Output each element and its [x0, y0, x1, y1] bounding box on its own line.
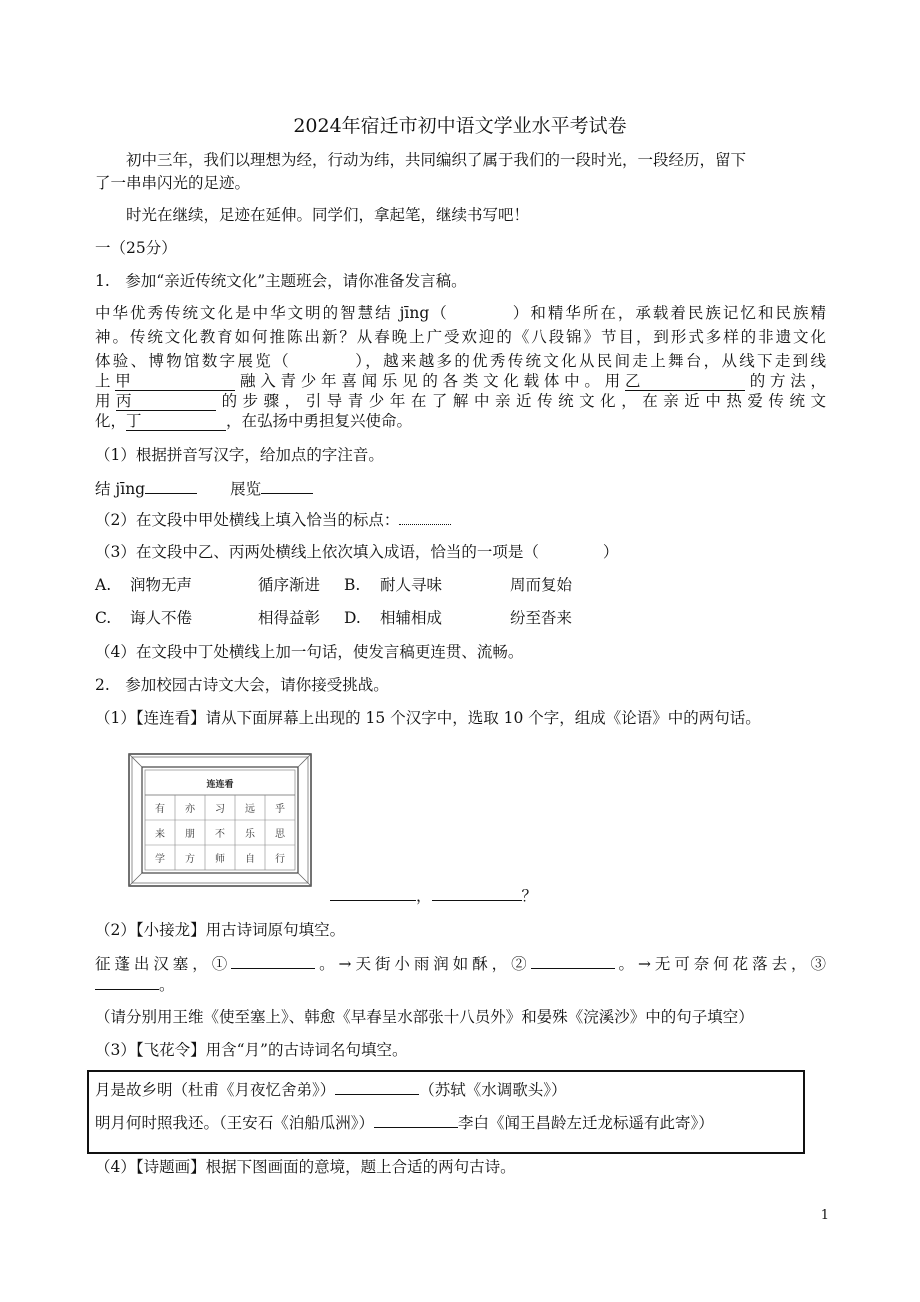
- grid-char[interactable]: 乐: [245, 829, 255, 840]
- page-title: 2024年宿迁市初中语文学业水平考试卷: [293, 115, 627, 137]
- sub-question: （2）【小接龙】用古诗词原句填空。: [95, 921, 346, 939]
- sub-question: （1）根据拼音写汉字，给加点的字注音。: [95, 446, 384, 464]
- answer-blank[interactable]: [261, 479, 313, 494]
- grid-char[interactable]: 亦: [185, 804, 195, 815]
- answer-blank[interactable]: [95, 975, 159, 990]
- passage-line: 上甲 融入青少年喜闻乐见的各类文化载体中。用乙 的方法，: [95, 372, 826, 390]
- option-b-text: 耐人寻味: [380, 576, 443, 594]
- blank-ding[interactable]: 丁: [126, 412, 226, 431]
- grid-char[interactable]: 方: [185, 854, 195, 865]
- passage-line: 体验、博物馆数字展览（ ），越来越多的优秀传统文化从民间走上舞台，从线下走到线: [95, 352, 826, 370]
- answer-line: 结 jīng 展览: [95, 479, 313, 499]
- fill-line: 征蓬出汉塞，① 。→天街小雨润如酥，② 。→无可奈何花落去，③: [95, 955, 826, 973]
- grid-char[interactable]: 思: [275, 829, 285, 840]
- intro-line: 了一串串闪光的足迹。: [95, 174, 251, 192]
- sub-question: （3）【飞花令】用含“月”的古诗词名句填空。: [95, 1041, 408, 1059]
- answer-blank[interactable]: [145, 479, 197, 494]
- section-heading: 一（25分）: [95, 239, 177, 257]
- screen-title: 连连看: [206, 780, 234, 790]
- blank-jia[interactable]: 甲: [115, 372, 235, 391]
- sub-question: （1）【连连看】请从下面屏幕上出现的 15 个汉字中，选取 10 个字，组成《论语》中的两句话。: [95, 709, 761, 727]
- option-c-label[interactable]: C.: [95, 609, 112, 627]
- grid-char[interactable]: 朋: [185, 829, 195, 840]
- question-stem: 1. 参加“亲近传统文化”主题班会，请你准备发言稿。: [95, 272, 467, 290]
- answer-blank[interactable]: [374, 1113, 458, 1128]
- option-a-label[interactable]: A.: [95, 576, 112, 594]
- grid-char[interactable]: 师: [215, 854, 225, 865]
- grid-char[interactable]: 不: [215, 829, 225, 840]
- option-b-label[interactable]: B.: [344, 576, 361, 594]
- option-a-text: 润物无声: [130, 576, 193, 594]
- answer-blank[interactable]: [330, 886, 416, 901]
- passage-line: 用丙 的步骤，引导青少年在了解中亲近传统文化，在亲近中热爱传统文: [95, 392, 826, 410]
- sub-question: （4）在文段中丁处横线上加一句话，使发言稿更连贯、流畅。: [95, 643, 524, 661]
- grid-char[interactable]: 习: [215, 804, 225, 815]
- question-stem: 2. 参加校园古诗文大会，请你接受挑战。: [95, 676, 389, 694]
- option-c-text: 诲人不倦: [130, 609, 193, 627]
- grid-char[interactable]: 乎: [275, 804, 285, 815]
- instruction-note: （请分别用王维《使至塞上》、韩愈《早春呈水部张十八员外》和晏殊《浣溪沙》中的句子填空）: [95, 1008, 754, 1026]
- grid-char[interactable]: 学: [155, 854, 165, 865]
- answer-blank[interactable]: [531, 954, 615, 969]
- answer-blank[interactable]: [231, 954, 315, 969]
- answer-blank[interactable]: [432, 886, 522, 901]
- fill-line: 。: [95, 975, 175, 995]
- sub-question: （4）【诗题画】根据下图画面的意境，题上合适的两句古诗。: [95, 1158, 516, 1176]
- sub-question: （3）在文段中乙、丙两处横线上依次填入成语，恰当的一项是（ ）: [95, 543, 619, 561]
- page-number: 1: [820, 1208, 829, 1223]
- grid-char[interactable]: 有: [155, 804, 165, 815]
- blank-yi[interactable]: 乙: [625, 372, 745, 391]
- passage-line: 神。传统文化教育如何推陈出新？从春晚上广受欢迎的《八段锦》节目，到形式多样的非遗文化: [95, 328, 826, 346]
- option-d-label[interactable]: D.: [344, 609, 361, 627]
- option-a-text: 循序渐进: [258, 576, 321, 594]
- box-line: 月是故乡明（杜甫《月夜忆舍弟》） （苏轼《水调歌头》）: [95, 1081, 567, 1099]
- box-line: 明月何时照我还。（王安石《泊船瓜洲》） 李白《闻王昌龄左迁龙标遥有此寄》）: [95, 1114, 714, 1132]
- sub-question: （2）在文段中甲处横线上填入恰当的标点：: [95, 510, 451, 530]
- intro-line: 初中三年，我们以理想为经，行动为纬，共同编织了属于我们的一段时光，一段经历，留下: [95, 151, 747, 169]
- passage-line: 化，丁 ，在弘扬中勇担复兴使命。: [95, 412, 413, 430]
- blank-bing[interactable]: 丙: [116, 392, 216, 411]
- answer-line: ， ？: [330, 886, 537, 906]
- grid-char[interactable]: 远: [245, 804, 255, 815]
- grid-char[interactable]: 来: [155, 829, 165, 840]
- grid-char[interactable]: 行: [275, 854, 285, 865]
- answer-blank[interactable]: [399, 510, 451, 525]
- lianliankan-screen: [125, 750, 315, 890]
- intro-line: 时光在继续，足迹在延伸。同学们，拿起笔，继续书写吧！: [95, 206, 530, 224]
- option-b-text: 周而复始: [510, 576, 573, 594]
- answer-blank[interactable]: [335, 1080, 419, 1095]
- option-c-text: 相得益彰: [258, 609, 321, 627]
- option-d-text: 纷至沓来: [510, 609, 573, 627]
- grid-char[interactable]: 自: [245, 854, 255, 865]
- passage-line: 中华优秀传统文化是中华文明的智慧结 jīng（ ）和精华所在，承载着民族记忆和民族精: [95, 304, 826, 322]
- option-d-text: 相辅相成: [380, 609, 443, 627]
